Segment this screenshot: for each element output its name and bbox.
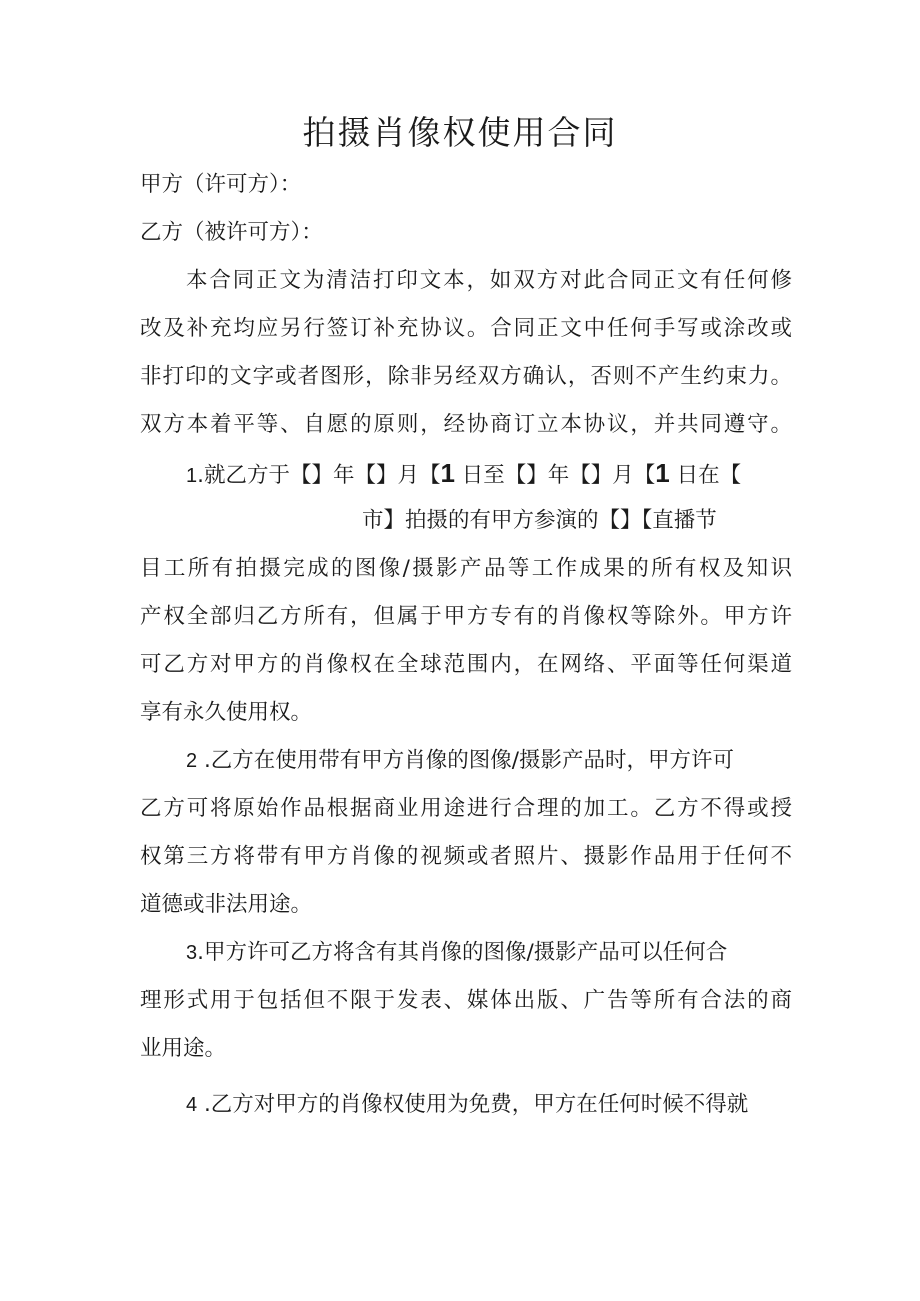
clause-1-day-start: 1 <box>440 458 455 488</box>
document-title: 拍摄肖像权使用合同 <box>302 113 618 152</box>
clause-2-line-2: 乙方可将原始作品根据商业用途进行合理的加工。乙方不得或授 <box>140 796 792 821</box>
intro-line-3: 非打印的文字或者图形，除非另经双方确认，否则不产生约束力。 <box>140 364 792 389</box>
clause-1-line-4: 产权全部归乙方所有，但属于甲方专有的肖像权等除外。甲方许 <box>140 604 792 629</box>
clause-2-line-3: 权第三方将带有甲方肖像的视频或者照片、摄影作品用于任何不 <box>140 844 792 869</box>
clause-1-first-line <box>186 458 741 491</box>
clause-3-number: 3 <box>186 942 198 964</box>
clause-3-text: .甲方许可乙方将含有其肖像的图像/摄影产品可以任何合 <box>197 940 728 965</box>
clause-2-line-4: 道德或非法用途。 <box>140 892 313 917</box>
clause-4-number: 4 <box>186 1094 198 1116</box>
intro-line-2: 改及补充均应另行签订补充协议。合同正文中任何手写或涂改或 <box>140 316 792 341</box>
clause-1-text-c: 日在【 <box>676 463 742 488</box>
clause-1-text-a: .就乙方于【】年【】月【 <box>197 463 441 488</box>
clause-2-text: .乙方在使用带有甲方肖像的图像/摄影产品时，甲方许可 <box>197 748 735 773</box>
intro-line-4: 双方本着平等、自愿的原则，经协商订立本协议，并共同遵守。 <box>140 412 792 437</box>
clause-3-line-2: 理形式用于包括但不限于发表、媒体出版、广告等所有合法的商 <box>140 988 792 1013</box>
clause-1-day-end: 1 <box>655 458 670 488</box>
intro-line-1: 本合同正文为清洁打印文本，如双方对此合同正文有任何修 <box>186 268 792 293</box>
clause-1-line-2: 市】拍摄的有甲方参演的【】【直播节 <box>362 508 717 533</box>
party-b-line: 乙方（被许可方）： <box>140 220 323 245</box>
clause-1-line-5: 可乙方对甲方的肖像权在全球范围内，在网络、平面等任何渠道 <box>140 652 792 677</box>
clause-1-line-3: 目工所有拍摄完成的图像/摄影产品等工作成果的所有权及知识 <box>140 556 792 581</box>
clause-1-text-b: 日至【】年【】月【 <box>461 463 656 488</box>
clause-3-line-3: 业用途。 <box>140 1036 227 1061</box>
clause-3-first-line <box>186 938 727 968</box>
clause-1-number: 1 <box>186 465 198 487</box>
clause-4-first-line <box>186 1090 748 1120</box>
clause-4-text: .乙方对甲方的肖像权使用为免费，甲方在任何时候不得就 <box>197 1092 749 1117</box>
clause-2-first-line <box>186 746 734 776</box>
party-a-line: 甲方（许可方）： <box>140 172 302 197</box>
clause-1-line-6: 享有永久使用权。 <box>140 700 313 725</box>
clause-2-number: 2 <box>186 750 198 772</box>
